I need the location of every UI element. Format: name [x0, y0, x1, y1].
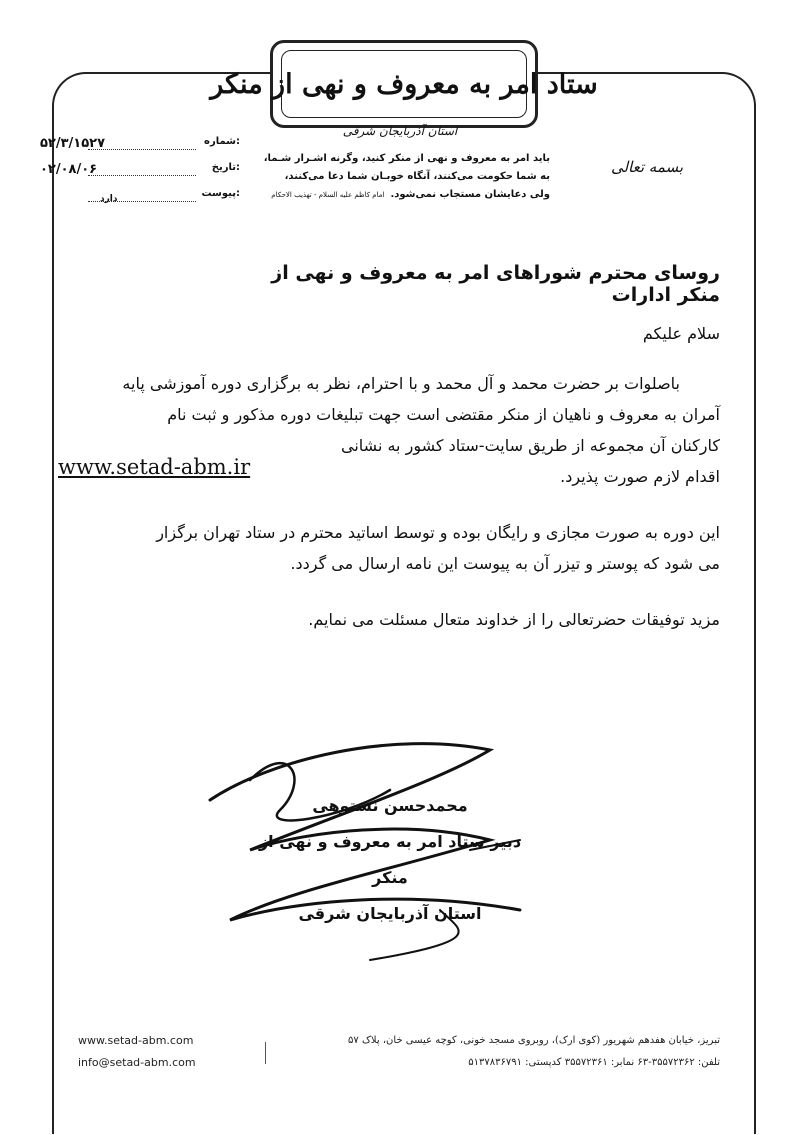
number-value: ۵۲/۳/۱۵۲۷ [40, 136, 106, 151]
paragraph-gap [58, 492, 720, 517]
hadith-line: به شما حکومت می‌کنند، آنگاه خوبـان شما دعا می‌کنند، [284, 171, 550, 182]
body-line: کارکنان آن مجموعه از طریق سایت-ستاد کشور به نشانی [341, 436, 720, 455]
hadith-line: باید امر به معروف و نهی از منکر کنید، وگرنه اشـرار شـما، [263, 153, 550, 164]
number-label: شماره: [204, 136, 240, 147]
website-link[interactable]: www.setad-abm.ir [58, 455, 251, 479]
logo-province: استان آذربایجان شرقی [342, 124, 458, 138]
footer-website[interactable]: www.setad-abm.com [78, 1034, 194, 1047]
paragraph-gap [58, 579, 720, 604]
hadith-quote [250, 150, 550, 204]
footer-email[interactable]: info@setad-abm.com [78, 1056, 196, 1069]
body-line: آمران به معروف و ناهیان از منکر مقتضی است جهت تبلیغات دوره مذکور و ثبت نام [167, 405, 720, 424]
closing-line: مزید توفیقات حضرتعالی را از خداوند متعال مسئلت می نمایم. [308, 610, 720, 629]
footer-phones: تلفن: ۳۵۵۷۲۳۶۲-۶۳ نمابر: ۳۵۵۷۲۳۶۱ کدپستی: ۵۱۳۷۸۳۶۷۹۱ [468, 1057, 720, 1068]
signature-block [240, 788, 540, 932]
number-row [40, 136, 240, 156]
body-line: می شود که پوستر و تیزر آن به پیوست این نامه ارسال می گردد. [290, 554, 720, 573]
date-label: تاریخ: [211, 162, 240, 173]
hadith-line [250, 186, 550, 204]
hadith-source: امام کاظم علیه السلام - تهذیب الاحکام [271, 191, 385, 199]
body-line: باصلوات بر حضرت محمد و آل محمد و با احترام، نظر به برگزاری دوره آموزشی پایه [122, 374, 680, 393]
date-row [40, 162, 240, 182]
organization-logo [210, 40, 598, 128]
letter-subject: روسای محترم شوراهای امر به معروف و نهی از منکر ادارات [271, 262, 720, 306]
footer-contact-links [78, 1030, 196, 1074]
attachment-extra: دارد [100, 194, 118, 204]
body-line: این دوره به صورت مجازی و رایگان بوده و توسط اساتید محترم در ستاد تهران برگزار [156, 523, 720, 542]
hadith-line-text: ولی دعایشان مستجاب نمی‌شود. [390, 189, 550, 200]
attachment-label: پیوست: [201, 188, 240, 199]
date-dots [88, 175, 196, 176]
footer-address: تبریز، خیابان هفدهم شهریور (کوی ارک)، روبروی مسجد خونی، کوچه عیسی خان، پلاک ۵۷ [348, 1035, 720, 1046]
attachment-row [40, 188, 240, 208]
basmala: بسمه تعالی [610, 158, 684, 176]
logo-text: ستاد امر به معروف و نهی از منکر [281, 50, 527, 118]
footer-divider [265, 1042, 266, 1064]
greeting: سلام علیکم [642, 324, 720, 343]
signer-name: محمدحسن نستوهی [312, 796, 468, 815]
letter-meta [40, 136, 240, 216]
signer-province: استان آذربایجان شرقی [298, 904, 482, 923]
body-line: اقدام لازم صورت پذیرد. [560, 467, 720, 486]
date-value: ۰۲/۰۸/۰۶ [40, 162, 98, 177]
signer-title: دبیر ستاد امر به معروف و نهی از منکر [258, 832, 522, 887]
footer-address-block [280, 1030, 720, 1074]
